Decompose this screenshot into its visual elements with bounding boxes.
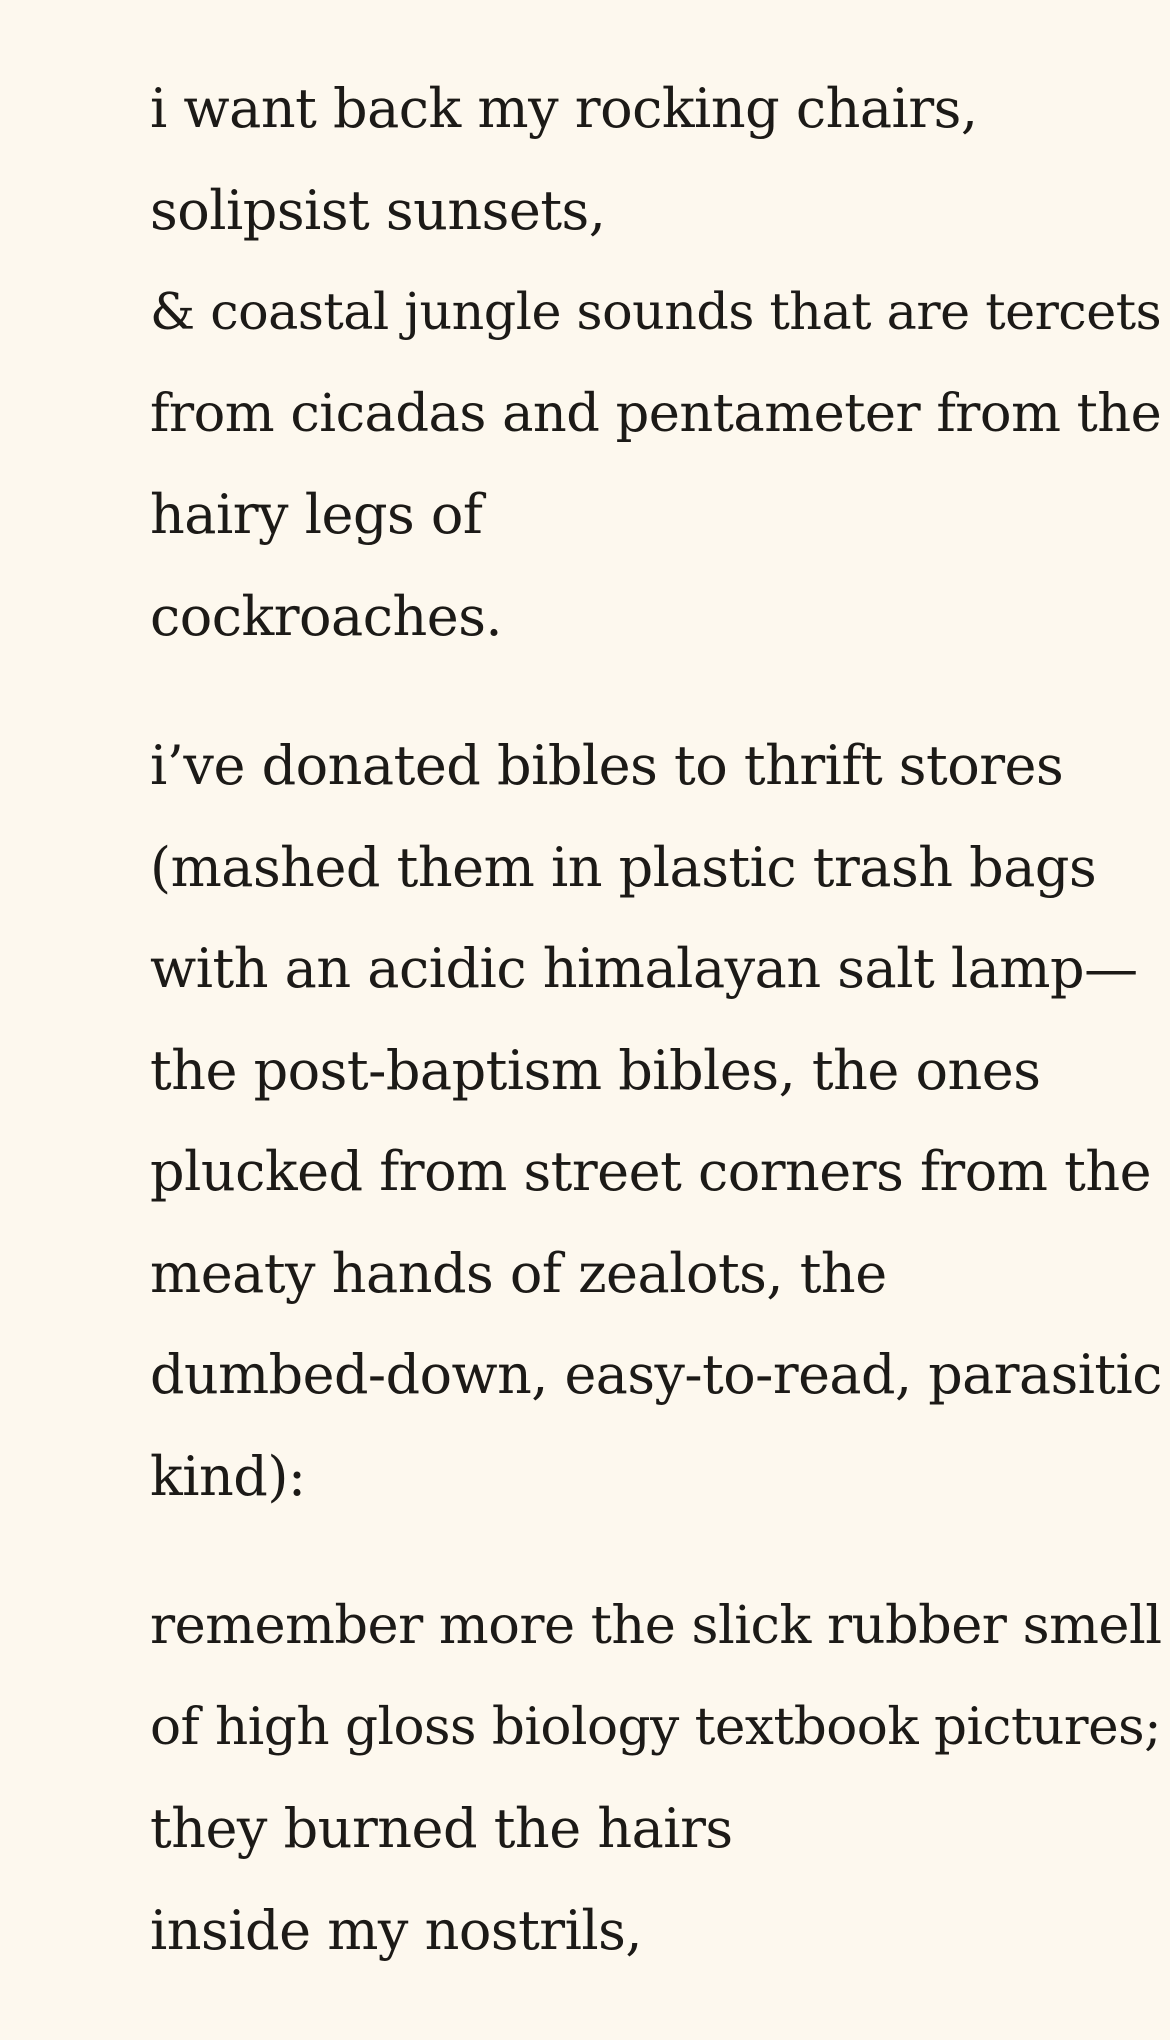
- poem-line: remember more the slick rubber smell: [150, 1595, 1162, 1656]
- poem-line: solipsist sunsets,: [150, 178, 606, 242]
- poem-line: inside my nostrils,: [150, 1898, 643, 1962]
- poem-line: meaty hands of zealots, the: [150, 1241, 887, 1305]
- poem-line: with an acidic himalayan salt lamp—: [150, 937, 1138, 1000]
- poem-line: i’ve donated bibles to thrift stores: [150, 734, 1064, 797]
- poem-line: of high gloss biology textbook pictures;: [150, 1696, 1161, 1757]
- poem-line: & coastal jungle sounds that are tercets: [150, 282, 1162, 341]
- poem-line: i want back my rocking chairs,: [150, 77, 978, 140]
- poem-line: cockroaches.: [150, 584, 503, 648]
- poem-line: from cicadas and pentameter from the: [150, 382, 1162, 444]
- stanza-1: [150, 58, 1162, 667]
- poem-line: kind):: [150, 1444, 306, 1508]
- poem-line: (mashed them in plastic trash bags: [150, 835, 1097, 899]
- stanza-2: [150, 715, 1162, 1527]
- poem-body: [150, 58, 1162, 1981]
- poem-line: dumbed-down, easy-to-read, parasitic: [150, 1343, 1162, 1406]
- poem-line: they burned the hairs: [150, 1797, 733, 1860]
- poem-line: hairy legs of: [150, 483, 483, 546]
- stanza-break: [150, 667, 1150, 715]
- poem-line: plucked from street corners from the: [150, 1140, 1152, 1203]
- stanza-3: [150, 1575, 1162, 1981]
- stanza-break: [150, 1527, 1150, 1575]
- poem-line: the post-baptism bibles, the ones: [150, 1038, 1041, 1102]
